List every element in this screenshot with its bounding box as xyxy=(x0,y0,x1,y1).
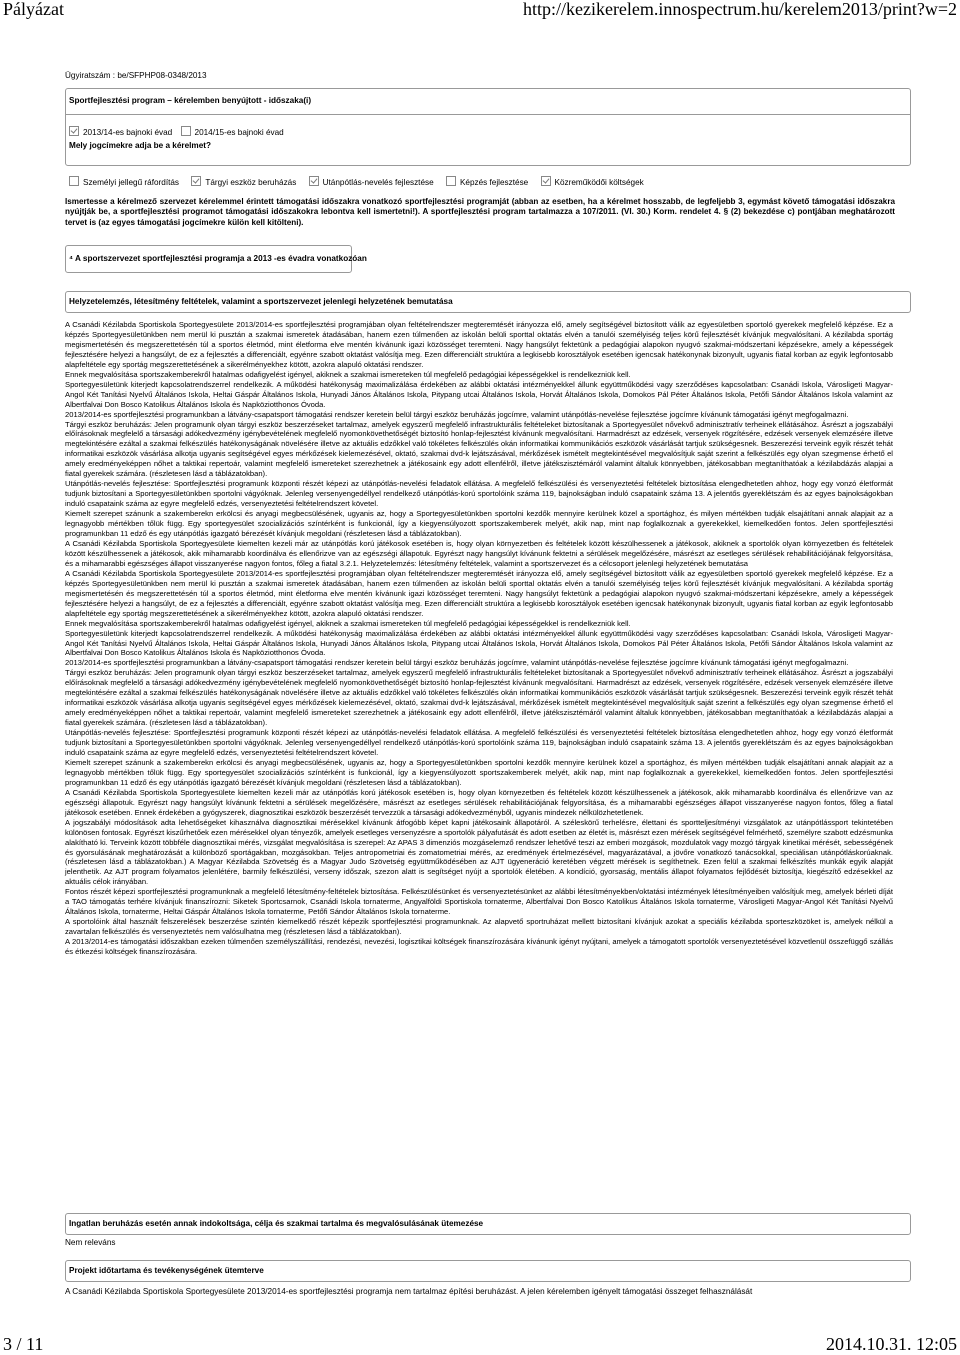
intro-instructions: Ismertesse a kérelmező szervezet kérelemmel érintett támogatási időszakra vonatkozó sportfejlesztési programját (abban az esetben, ha a kérelmet hosszabb, de legfeljebb 3, egymást követő támogatási időszakra nyújtják be, a sportfejlesztési programot támogatási időszakokra lebontva kell ismertetni!). A sportfejlesztési program tartalmazza a 107/2011. (VI. 30.) Korm. rendelet 4. § (2) bekezdése c) pontjában meghatározott tervet is (az egyes támogatási jogcímekre külön kell kitölteni). xyxy=(65,197,895,227)
real-estate-title: Ingatlan beruházás esetén annak indokoltsága, célja és szakmai tartalma és megvalósulásának ütemezése xyxy=(69,1219,484,1228)
situation-paragraph: Ennek megvalósítása sportszakemberekről hatalmas odafigyelést igényel, akiknek a szakmai ismereteken túl megfelelő pedagógiai képességekkel is rendelkezniük kell. xyxy=(65,618,631,628)
checked-icon xyxy=(69,126,79,136)
print-footer xyxy=(0,1334,960,1354)
unchecked-icon xyxy=(69,176,79,186)
situation-paragraph: A jogszabályi módosítások adta lehetőségeket kihasználva diagnosztikai mérésekkel kívánunk átfogóbb képet kapni játékosaink állapotáról. A széleskörű terhelésre, élettani és sportteljesítményi vizsgálatok az utánpótlássport tekintetében különösen fontosak. Egyrészt kiszűrhetőek ezen mérésekkel olyan tényezők, amelyek esetleges versenyzésre a sportolók pályafutását és adott esetben az életét is, másrészt ezen mérések segítségével felmérhető, személyre szabott edzésmunka alakítható ki. Terveink között többféle diagnosztikai mérés, vizsgálat megvalósítása is szerepel: Az APAS 3 dimenziós mozgáselemző rendszer lehetővé teszi az emberi mozgások, mozdulatok vagy mozgó tárgyak kinetikai mérését, sebességének és gyorsulásának meghatározását a különböző sportágakban, mozgásokban. Teljes antropometriai és zomatometriai mérés, az eredmények értelmezésével, magyarázatával, a jövőre vonatkozó tanácsokkal, speciálisan utánpótláskorúaknak. (részletesen lásd a táblázatokban.) A Magyar Kézilabda Szövetség és a Magyar Judo Szövetség együttműködésében az AJT ügyeneráció keretében végzett mérések is segíthetnek. Ezen felül a szakmai felkészítés munkák egyik alapját jelenthetik. Az AJT program folyamatos jelenlétére, barmily felkészülési, verseny időszak, szezon alatt is segítséget nyújt a sportolók életében. A kondíció, gyorsaság, mentális állapot folyamatos fejlődését biztosítja, kiegészítő edzésekkel az aktuális célok irányában. xyxy=(65,817,893,887)
header-title: Pályázat xyxy=(3,0,64,19)
situation-paragraph: Utánpótlás-nevelés fejlesztése: Sportfejlesztési programunk központi részét képezi az utánpótlás-nevelési feladatok ellátása. A megfelelő felkészülési és versenyeztetési feltételek biztosítása elengedhetetlen ahhoz, hogy egy vonzó életformát tudjunk biztosítani a Sportegyesületünkben sportolni vágyóknak. Jelenleg versenyengedéllyel rendelkező utánpótlás-korú sportolóink száma 119, bajnokságban induló csapataink száma 13. A jelentős gyereklétszám és az egyes bajnokságokban induló csapataink száma az egyre megfelelő edzés, versenyeztetési feltételrendszert követel. xyxy=(65,479,893,509)
situation-paragraph: Tárgyi eszköz beruházás: Jelen programunk olyan tárgyi eszköz beszerzéseket tartalmaz, amelyek egyszerű megfelelő infrastrukturális feltételeket biztosítanak a Sportegyesület nővekvő adminisztratív terheinek ellátásához. Ásrészt a jogszabályi előírásoknak megfelelő a társasági adókedvezmény igénybevételének megfelelő nyomonkövethetőségét biztosító honlap-fejlesztést kívánunk megvalósítani. Harmadrészt az edzések, versenyek rögzítésére, edzések versenyek elemzésére illetve megtekintésére ezáltal a szakmai felkészülés hatékonyságának növelésére illetve az aktuális edzőkkel való tökéletes felkészülés okán informatikai kommunikációs eszközök vásárlását tartjuk szükségesnek. Beszerezési terveink egyik részét tehát informatikai eszközök vásárlása alkotja ugyanis segítségével egyes mérkőzések kielemezésével, oktató, szakmai dvd-k lejátszásával, mérkőzések ismételt megtekintésével megvalósítjuk saját szerint a felkészülés egy olyan szegmense érhető el amely eredményeképpen nőhet a taktikai repertoár, valamint megfelelő ismereteket szerezhetnek a játékosaink egy adott ellenfélről, illetve játékszisztémáról valamint általuk könnyebben, játékosabban megtaníthatóak a kézilabdázás alapjai a fiatal gyerekek számára. (részletesen lásd a táblázatokban). xyxy=(65,668,893,728)
situation-paragraph: 2013/2014-es sportfejlesztési programunkban a látvány-csapatsport támogatási rendszer keretein belül tárgyi eszköz beruházás jogcímre, valamint utánpótlás-nevelése fejlesztése jogcímre kívánunk támogatási igényt megfogalmazni. xyxy=(65,658,849,668)
print-datetime: 2014.10.31. 12:05 xyxy=(825,1334,957,1354)
header-url[interactable]: http://kezikerelem.innospectrum.hu/kerelem2013/print?w=2 xyxy=(522,0,957,19)
category-personal-checkbox[interactable]: Személyi jellegű ráfordítás xyxy=(69,178,179,187)
situation-paragraph: Kiemelt szerepet szánunk a szakemberekn erkölcsi és anyagi megbecsülésének, ugyanis az, hogy a Sportegyesületünkben sportolni kezdők mennyire kerülnek közel a sportághoz, és milyen mértékben tudják elsajátítani annak alapjait az a legnagyobb mértékben tőlük függ. Egy sportegyesület szocializációs színtérként is funkcionál, így a kiegyensúlyozott sportszakemberek melyét, akik nap, mint nap foglalkoznak a gyerekekkel, kiemelkedően fontos. Jelen sportfejlesztési programunkban 11 edző és egy utánpótlás igazgató bérezését kívánjuk megoldani (részletesen lásd a táblázatokban). xyxy=(65,509,893,539)
category-training-checkbox[interactable]: Képzés fejlesztése xyxy=(446,178,528,187)
program-title: Sportfejlesztési program – kérelemben benyújtott - időszaka(i) xyxy=(69,96,312,105)
situation-paragraph: Utánpótlás-nevelés fejlesztése: Sportfejlesztési programunk központi részét képezi az utánpótlás-nevelési feladatok ellátása. A megfelelő felkészülési és versenyeztetési feltételek biztosítása elengedhetetlen ahhoz, hogy egy vonzó életformát tudjunk biztosítani a Sportegyesületünkben sportolni vágyóknak. Jelenleg versenyengedéllyel rendelkező utánpótlás-korú sportolóink száma 119, bajnokságban induló csapataink száma 13. A jelentős gyereklétszám és az egyes bajnokságokban induló csapataink száma az egyre megfelelő edzés, versenyeztetési feltételrendszert követel. xyxy=(65,728,893,757)
project-text: A Csanádi Kézilabda Sportiskola Sportegyesülete 2013/2014-es sportfejlesztési programja nem tartalmaz építési beruházást. A jelen kérelemben igényelt támogatási összeget felhasználását xyxy=(65,1287,753,1296)
print-header xyxy=(0,0,960,24)
checked-icon xyxy=(191,176,201,186)
situation-paragraph: Tárgyi eszköz beruházás: Jelen programunk olyan tárgyi eszköz beszerzéseket tartalmaz, amelyek egyszerű megfelelő infrastrukturális feltételeket biztosítanak a Sportegyesület nővekvő adminisztratív terheinek ellátásához. Ásrészt a jogszabályi előírásoknak megfelelő a társasági adókedvezmény igénybevételének megfelelő nyomonkövethetőségét biztosító honlap-fejlesztést kívánunk megvalósítani. Harmadrészt az edzések, versenyek rögzítésére, edzések versenyek elemzésére illetve megtekintésére ezáltal a szakmai felkészülés hatékonyságának növelésére illetve az aktuális edzőkkel való tökéletes felkészülés okán informatikai kommunikációs eszközök vásárlását tartjuk szükségesnek. Beszerezési terveink egyik részét tehát informatikai eszközök vásárlása alkotja ugyanis segítségével egyes mérkőzések kielemezésével, oktató, szakmai dvd-k lejátszásával, mérkőzések ismételt megtekintésével megvalósítjuk saját szerint a felkészülés egy olyan szegmense érhető el amely eredményeképpen nőhet a taktikai repertoár, valamint megfelelő ismereteket szerezhetnek a játékosaink egy adott ellenfélről, illetve játékszisztémáról valamint általuk könnyebben, játékosabban megtaníthatóak a kézilabdázás alapjai a fiatal gyerekek számára. (részletesen lásd a táblázatokban). xyxy=(65,419,893,479)
situation-paragraph: A Csanádi Kézilabda Sportiskola Sportegyesülete kiemelten kezeli már az utánpótlás korú játékosok esetében is, hogy olyan környezetben és feltételek között készülhessenek a játékosok, akiknek a sportolók olyan környezetben és feltételek között készülhessenek a játékosok, akik mihamarabb koordinálva és ellenőrizve van az egészségi állapotuk. Egyrészt nagy hangsúlyt kívánunk fektetni a sérülések megelőzésére, másrészt az esetleges sérülések rehabilitációjának felgyorsítása, és a mihamarabbi egészséges állapot visszanyerése nagyon fontos, főleg a fiatal 3.2.1. Helyzetelemzés: létesítmény feltételek, valamint a sportszervezet és a célcsoport jelenlegi helyzetének bemutatása xyxy=(65,538,893,568)
situation-paragraph: Ennek megvalósítása sportszakemberekről hatalmas odafigyelést igényel, akiknek a szakmai ismereteken túl megfelelő pedagógiai képességekkel is rendelkezniük kell. xyxy=(65,369,631,379)
situation-paragraph: A Csanádi Kézilabda Sportiskola Sportegyesülete 2013/2014-es sportfejlesztési programjában olyan feltételrendszer megteremtését irányozza elő, amely segítségével biztosított válik az egyesületben sportoló gyerekek megfelelő képzése. Ez a képzés Sportegyesületünkben nem merül ki pusztán a szakmai ismeretek átadásában, hanem ezen túlmenően az iskolán belüli sporttal oktatás elvén a tanulói személyiség teljes körű fejlesztését kívánjuk megvalósítani. A kézilabda sportág megismertetésén és megszerettetésén túl a sportos életmód, mint életforma elve mentén kívánunk igazi közösséget teremteni. Nagy hangsúlyt fektetünk a pedagógiai alapokon nyugvó szakmai-módszertani képzésekre, amely a képességek fejlesztésére helyezi a hangsúlyt, de ez a fejlesztés a differenciált, egyénre szabott oktatást valósítja meg. Ezen differenciált struktúra a legkisebb korosztályok esetében igencsak hatékonynak bizonyult, ugyanis fiatal korban az egyik legfontosabb alapfeltétele egy sportág megszerettetésének a sikerélményekhez kötött, azokra alapuló oktatási rendszer. xyxy=(65,320,893,369)
season-row xyxy=(69,126,284,138)
question-label: Mely jogcímekre adja be a kérelmet? xyxy=(69,141,211,150)
category-intermediary-checkbox[interactable]: Közreműködői költségek xyxy=(541,178,644,187)
checked-icon xyxy=(541,176,551,186)
situation-paragraph: Fontos részét képezi sportfejlesztési programunknak a megfelelő létesítmény-feltételek biztosítása. Felkészülésünket és versenyeztetésünket az alábbi létesítményekben/oktatási intézmények létesítményeiben valósítjuk meg, amelyek bérleti díját a TAO támogatás terhére kívánjuk finanszírozni: Siketek Sportcsarnok, Csanádi Iskola tornaterme, Angyalföldi Sportiskola tornaterme, Albertfalvai Don Bosco Katolikus Általános Iskola tornaterme, Városligeti Magyar-Angol Két Tanítási Nyelvű Általános Iskola, tornaterme, Heltai Gáspár Általános Iskola tornaterme, Petőfi Sándor Általános Iskola tornaterme. xyxy=(65,887,893,917)
situation-paragraph: A 2013/2014-es támogatási időszakban ezeken túlmenően személyszállítási, rendezési, nevezési, logisztikai költségek finanszírozására kívánunk igényt nyújtani, amelyek a támogatott sportolók versenyeztetésével közvetlenül összefüggő szállás és étkezési költségek finanszírozására. xyxy=(65,937,893,957)
season-2014-checkbox[interactable]: 2014/15-es bajnoki évad xyxy=(181,128,284,137)
season-2013-checkbox[interactable]: 2013/14-es bajnoki évad xyxy=(69,128,172,137)
category-youth-checkbox[interactable]: Utánpótlás-nevelés fejlesztése xyxy=(309,178,434,187)
situation-title: Helyzetelemzés, létesítmény feltételek, valamint a sportszervezet jelenlegi helyzetének bemutatása xyxy=(69,297,453,306)
situation-paragraph: A sportolóink által használt felszerelések beszerzése szintén kiemelkedő részét képezik sportfejlesztési programunknak. Az alapvető sportruházat mellett biztosítani kívánjuk azokat a speciális kézilabda sporteszközöket is, amelyek nélkül a zavartalan felkészülés és versenyeztetés nem valósulhatna meg (részletesen lásd a táblázatokban). xyxy=(65,917,893,937)
unchecked-icon xyxy=(181,126,191,136)
situation-body xyxy=(65,320,893,957)
project-title: Projekt időtartama és tevékenységének ütemterve xyxy=(69,1266,264,1275)
page-number: 3 / 11 xyxy=(3,1334,44,1354)
situation-paragraph: A Csanádi Kézilabda Sportiskola Sportegyesülete 2013/2014-es sportfejlesztési programjában olyan feltételrendszer megteremtését irányozza elő, amely segítségével biztosított válik az egyesületben sportoló gyerekek megfelelő képzése. Ez a képzés Sportegyesületünkben nem merül ki pusztán a szakmai ismeretek átadásában, hanem ezen túlmenően az iskolán belüli sporttal oktatás elvén a tanulói személyiség teljes körű fejlesztését kívánjuk megvalósítani. A kézilabda sportág megismertetésén és megszerettetésén túl a sportos életmód, mint életforma elve mentén kívánunk igazi közösséget teremteni. Nagy hangsúlyt fektetünk a pedagógiai alapokon nyugvó szakmai-módszertani képzésekre, amely a képességek fejlesztésére helyezi a hangsúlyt, de ez a fejlesztés a differenciált, egyénre szabott oktatást valósítja meg. Ezen differenciált struktúra a legkisebb korosztályok esetében igencsak hatékonynak bizonyult, ugyanis fiatal korban az egyik legfontosabb alapfeltétele egy sportág megszerettetésének a sikerélményekhez kötött, azokra alapuló oktatási rendszer. xyxy=(65,568,893,618)
situation-paragraph: Sportegyesületünk kiterjedt kapcsolatrendszerrel rendelkezik. A működési hatékonyság maximalizálása érdekében az alábbi oktatási intézményekkel állunk együttműködési vagy szerződéses kapcsolatban: Csanádi Iskola, Városligeti Magyar-Angol Két Tanítási Nyelvű Általános Iskola, Heltai Gáspár Általános Iskola, Hunyadi János Általános Iskola, Pitypang utcai Általános Iskola, Horvát Általános Iskola, Domokos Pál Péter Általános Iskola, Petőfi Sándor Általános Iskola valamint az Albertfalvai Don Bosco Katolikus Általános Iskola és Napköziotthonos Óvoda. xyxy=(65,379,893,409)
situation-paragraph: Kiemelt szerepet szánunk a szakemberekn erkölcsi és anyagi megbecsülésének, ugyanis az, hogy a Sportegyesületünkben sportolni kezdők mennyire kerülnek közel a sportághoz, és milyen mértékben tudják elsajátítani annak alapjait az a legnagyobb mértékben tőlük függ. Egy sportegyesület szocializációs színtérként is funkcionál, így a kiegyensúlyozott sportszakemberek melyét, akik nap, mint nap foglalkoznak a gyerekekkel, kiemelkedően fontos. Jelen sportfejlesztési programunkban 11 edző és egy utánpótlás igazgató bérezését kívánjuk megoldani (részletesen lásd a táblázatokban). xyxy=(65,757,893,787)
situation-paragraph: Sportegyesületünk kiterjedt kapcsolatrendszerrel rendelkezik. A működési hatékonyság maximalizálása érdekében az alábbi oktatási intézményekkel állunk együttműködési vagy szerződéses kapcsolatban: Csanádi Iskola, Városligeti Magyar-Angol Két Tanítási Nyelvű Általános Iskola, Heltai Gáspár Általános Iskola, Hunyadi János Általános Iskola, Pitypang utcai Általános Iskola, Horvát Általános Iskola, Domokos Pál Péter Általános Iskola, Petőfi Sándor Általános Iskola valamint az Albertfalvai Don Bosco Katolikus Általános Iskola és Napköziotthonos Óvoda. xyxy=(65,628,893,658)
category-asset-checkbox[interactable]: Tárgyi eszköz beruházás xyxy=(191,178,296,187)
situation-paragraph: A Csanádi Kézilabda Sportiskola Sportegyesülete kiemelten kezeli már az utánpótlás korú játékosok esetében is, hogy olyan környezetben és feltételek között készülhessenek a játékosok, akik mihamarabb koordinálva és ellenőrizve van az egészségi állapotuk. Egyrészt nagy hangsúlyt kívánunk fektetni a sérülések megelőzésére, másrészt az esetleges sérülések rehabilitációjának felgyorsítása, és a mihamarabbi egészséges állapot visszanyerése nagyon fontos, főleg a fiatal játékosok esetében. Ennek érdekében a gyógyszerek, diagnosztikai eszközök beszerzését tervezzük a társasági adókedvezményből, ugyanis mindezek nélkülözhetetlenek. xyxy=(65,787,893,817)
unchecked-icon xyxy=(446,176,456,186)
divider xyxy=(65,114,910,115)
section-title: ⁴ A sportszervezet sportfejlesztési programja a 2013 -es évadra vonatkozóan xyxy=(69,254,367,263)
category-row xyxy=(69,176,644,188)
case-number: Ügyiratszám : be/SFPHP08-0348/2013 xyxy=(65,71,207,80)
checked-icon xyxy=(309,176,319,186)
situation-paragraph: 2013/2014-es sportfejlesztési programunkban a látvány-csapatsport támogatási rendszer keretein belül tárgyi eszköz beruházás jogcímre, valamint utánpótlás-nevelése fejlesztése jogcímre kívánunk támogatási igényt megfogalmazni. xyxy=(65,409,849,419)
real-estate-value: Nem releváns xyxy=(65,1238,116,1247)
